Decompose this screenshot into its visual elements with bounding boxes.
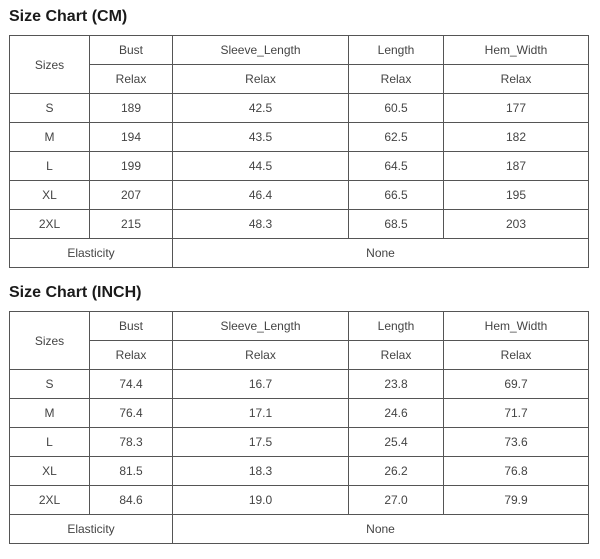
value-cell: 84.6 <box>90 486 173 515</box>
sizes-header: Sizes <box>10 36 90 94</box>
value-cell: 76.4 <box>90 399 173 428</box>
value-cell: 62.5 <box>349 123 444 152</box>
size-table-inch <box>9 311 589 544</box>
elasticity-value: None <box>173 239 589 268</box>
value-cell: 73.6 <box>444 428 589 457</box>
fit-cell: Relax <box>349 341 444 370</box>
value-cell: 78.3 <box>90 428 173 457</box>
table-row <box>10 370 589 399</box>
value-cell: 187 <box>444 152 589 181</box>
table-row <box>10 210 589 239</box>
value-cell: 76.8 <box>444 457 589 486</box>
value-cell: 64.5 <box>349 152 444 181</box>
size-cell: L <box>10 152 90 181</box>
value-cell: 81.5 <box>90 457 173 486</box>
size-cell: XL <box>10 457 90 486</box>
value-cell: 19.0 <box>173 486 349 515</box>
value-cell: 189 <box>90 94 173 123</box>
sizes-header: Sizes <box>10 312 90 370</box>
column-header-length: Length <box>349 312 444 341</box>
value-cell: 69.7 <box>444 370 589 399</box>
footer-row <box>10 515 589 544</box>
value-cell: 68.5 <box>349 210 444 239</box>
value-cell: 79.9 <box>444 486 589 515</box>
size-cell: S <box>10 94 90 123</box>
table-row <box>10 123 589 152</box>
fit-cell: Relax <box>173 341 349 370</box>
value-cell: 195 <box>444 181 589 210</box>
fit-row <box>10 341 589 370</box>
size-cell: XL <box>10 181 90 210</box>
size-cell: M <box>10 123 90 152</box>
size-cell: M <box>10 399 90 428</box>
value-cell: 24.6 <box>349 399 444 428</box>
table-row <box>10 457 589 486</box>
value-cell: 16.7 <box>173 370 349 399</box>
header-row <box>10 36 589 65</box>
value-cell: 27.0 <box>349 486 444 515</box>
fit-cell: Relax <box>444 65 589 94</box>
fit-cell: Relax <box>349 65 444 94</box>
table-row <box>10 399 589 428</box>
column-header-bust: Bust <box>90 36 173 65</box>
table-row <box>10 94 589 123</box>
value-cell: 25.4 <box>349 428 444 457</box>
value-cell: 23.8 <box>349 370 444 399</box>
value-cell: 207 <box>90 181 173 210</box>
value-cell: 71.7 <box>444 399 589 428</box>
value-cell: 17.1 <box>173 399 349 428</box>
section-title-cm: Size Chart (CM) <box>9 8 128 25</box>
column-header-sleeve-length: Sleeve_Length <box>173 36 349 65</box>
value-cell: 182 <box>444 123 589 152</box>
value-cell: 17.5 <box>173 428 349 457</box>
column-header-bust: Bust <box>90 312 173 341</box>
size-cell: L <box>10 428 90 457</box>
value-cell: 43.5 <box>173 123 349 152</box>
fit-cell: Relax <box>173 65 349 94</box>
table-row <box>10 181 589 210</box>
value-cell: 18.3 <box>173 457 349 486</box>
size-cell: 2XL <box>10 210 90 239</box>
value-cell: 60.5 <box>349 94 444 123</box>
elasticity-label: Elasticity <box>10 515 173 544</box>
fit-cell: Relax <box>444 341 589 370</box>
fit-cell: Relax <box>90 341 173 370</box>
value-cell: 26.2 <box>349 457 444 486</box>
value-cell: 74.4 <box>90 370 173 399</box>
footer-row <box>10 239 589 268</box>
elasticity-value: None <box>173 515 589 544</box>
value-cell: 177 <box>444 94 589 123</box>
value-cell: 46.4 <box>173 181 349 210</box>
value-cell: 194 <box>90 123 173 152</box>
column-header-sleeve-length: Sleeve_Length <box>173 312 349 341</box>
value-cell: 44.5 <box>173 152 349 181</box>
fit-cell: Relax <box>90 65 173 94</box>
fit-row <box>10 65 589 94</box>
table-row <box>10 486 589 515</box>
column-header-hem-width: Hem_Width <box>444 312 589 341</box>
elasticity-label: Elasticity <box>10 239 173 268</box>
size-cell: 2XL <box>10 486 90 515</box>
size-table-cm <box>9 35 589 268</box>
value-cell: 215 <box>90 210 173 239</box>
column-header-length: Length <box>349 36 444 65</box>
size-cell: S <box>10 370 90 399</box>
value-cell: 42.5 <box>173 94 349 123</box>
section-title-inch: Size Chart (INCH) <box>9 284 142 301</box>
value-cell: 203 <box>444 210 589 239</box>
value-cell: 199 <box>90 152 173 181</box>
value-cell: 48.3 <box>173 210 349 239</box>
table-row <box>10 428 589 457</box>
header-row <box>10 312 589 341</box>
table-row <box>10 152 589 181</box>
value-cell: 66.5 <box>349 181 444 210</box>
column-header-hem-width: Hem_Width <box>444 36 589 65</box>
